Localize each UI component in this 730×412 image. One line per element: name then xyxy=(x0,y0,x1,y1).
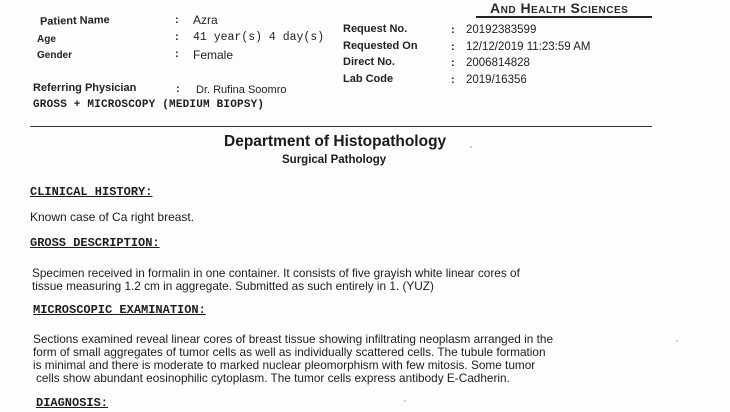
age-value: 41 year(s) 4 day(s) xyxy=(193,31,325,44)
age-colon: : xyxy=(175,31,179,43)
gross-description-heading: GROSS DESCRIPTION: xyxy=(30,236,160,250)
scan-speck xyxy=(470,146,472,148)
microscopic-examination-line: cells show abundant eosinophilic cytoplasm. The tumor cells express antibody E-Cadherin. xyxy=(36,371,510,385)
clinical-history-heading: CLINICAL HISTORY: xyxy=(30,185,153,199)
department-title: Department of Histopathology xyxy=(224,133,447,150)
gender-value: Female xyxy=(193,48,234,62)
gross-description-line: tissue measuring 1.2 cm in aggregate. Submitted as such entirely in 1. (YUZ) xyxy=(32,279,434,293)
scan-speck xyxy=(676,340,678,342)
requested-on-colon: : xyxy=(451,41,455,53)
direct-no-colon: : xyxy=(451,57,455,69)
patient-name-colon: : xyxy=(175,14,179,26)
direct-no-value: 2006814828 xyxy=(466,57,530,69)
referring-physician-value: Dr. Rufina Soomro xyxy=(196,84,287,96)
microscopic-examination-line: form of small aggregates of tumor cells as well as individually scattered cells. The tubule formation xyxy=(33,345,546,359)
requested-on-value: 12/12/2019 11:23:59 AM xyxy=(466,41,591,53)
header-divider xyxy=(30,126,652,127)
header-rule xyxy=(476,16,652,18)
lab-code-colon: : xyxy=(451,74,455,86)
request-no-label: Request No. xyxy=(343,23,408,35)
gender-colon: : xyxy=(175,48,179,60)
requested-on-label: Requested On xyxy=(343,40,418,52)
request-no-colon: : xyxy=(451,24,455,36)
direct-no-label: Direct No. xyxy=(343,56,395,68)
referring-physician-colon: : xyxy=(176,83,180,95)
microscopic-examination-line: is minimal and there is moderate to marked nuclear pleomorphism with few mitosis. Some tumor xyxy=(33,358,536,372)
patient-name-value: Azra xyxy=(193,13,218,27)
request-no-value: 20192383599 xyxy=(466,24,537,36)
patient-name-label: Patient Name xyxy=(39,14,110,28)
microscopic-examination-line: Sections examined reveal linear cores of breast tissue showing infiltrating neoplasm arranged in the xyxy=(33,332,554,346)
institution-name: And Health Sciences xyxy=(490,0,629,16)
diagnosis-heading: DIAGNOSIS: xyxy=(36,396,109,410)
referring-physician-label: Referring Physician xyxy=(33,82,137,94)
age-label: Age xyxy=(37,34,56,45)
test-name: GROSS + MICROSCOPY (MEDIUM BIOPSY) xyxy=(33,99,265,111)
lab-code-value: 2019/16356 xyxy=(466,74,527,86)
department-subtitle: Surgical Pathology xyxy=(282,154,387,166)
clinical-history-line: Known case of Ca right breast. xyxy=(30,210,195,224)
microscopic-examination-heading: MICROSCOPIC EXAMINATION: xyxy=(33,303,206,317)
gross-description-line: Specimen received in formalin in one container. It consists of five grayish white linear cores of xyxy=(32,266,520,280)
gender-label: Gender xyxy=(37,50,73,61)
lab-code-label: Lab Code xyxy=(343,73,394,85)
scan-speck xyxy=(404,400,406,402)
